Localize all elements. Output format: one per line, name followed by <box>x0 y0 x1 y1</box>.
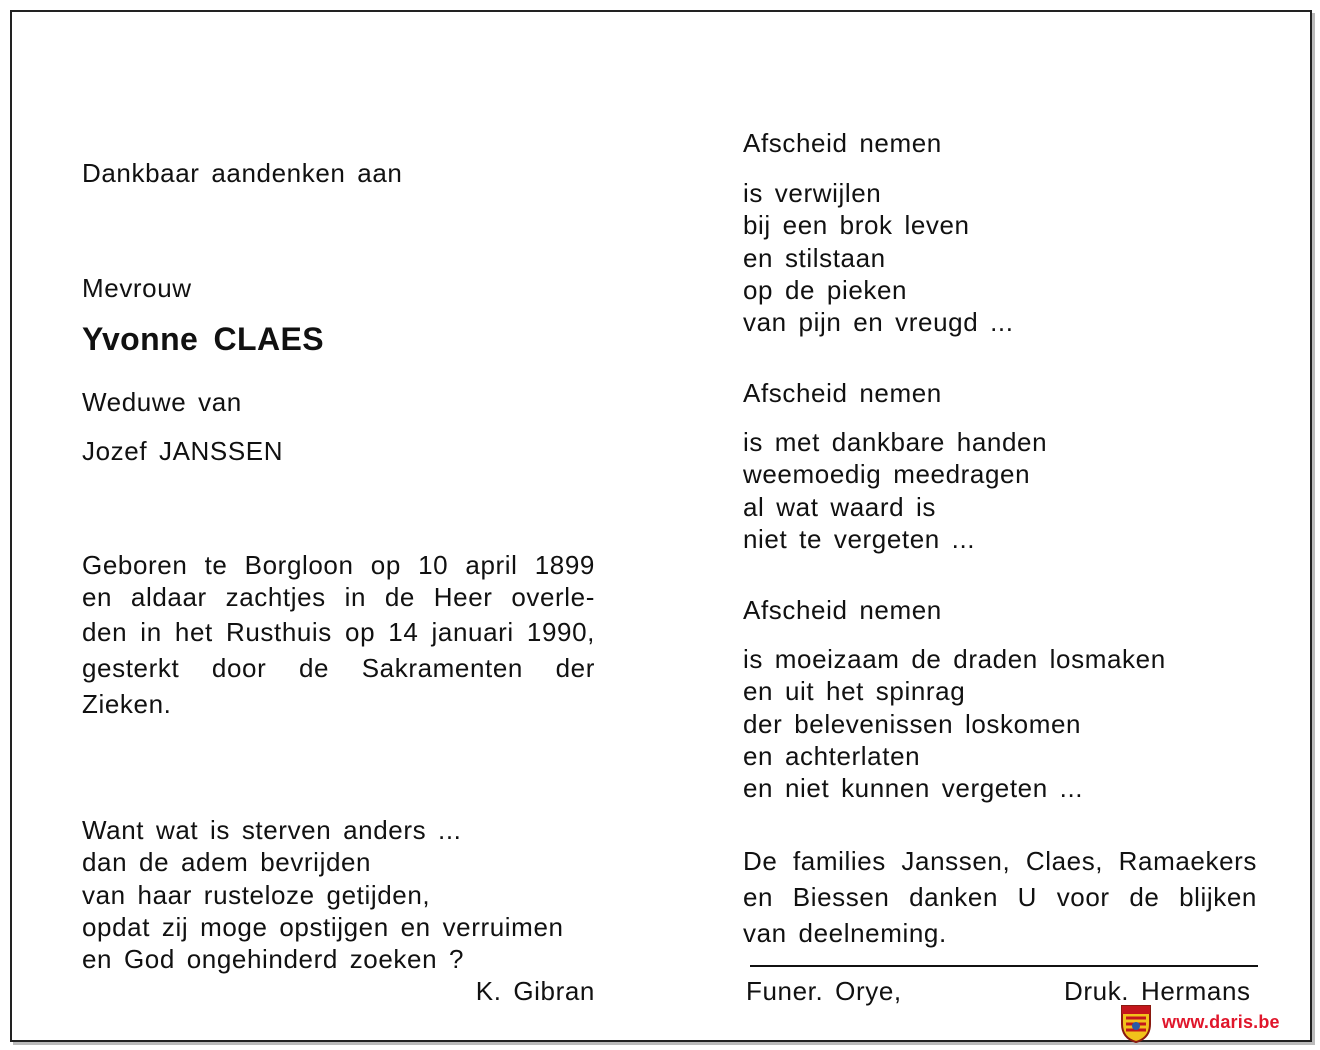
stanza-2 <box>743 426 1047 555</box>
poem-line: dan de adem bevrijden <box>82 847 372 878</box>
thanks-line: De families Janssen, Claes, Ramaekers <box>743 846 1257 876</box>
poem-line: en God ongehinderd zoeken ? <box>82 944 465 975</box>
stanza-line: der belevenissen loskomen <box>743 708 1082 739</box>
stanza-line: op de pieken <box>743 274 908 305</box>
bio-line: en aldaar zachtjes in de Heer overle- <box>82 582 595 613</box>
stanza-3 <box>743 643 1166 804</box>
stanza-line: is moeizaam de draden losmaken <box>743 644 1166 674</box>
stanza-heading: Afscheid nemen <box>743 595 942 625</box>
stanza-line: is verwijlen <box>743 178 882 208</box>
stanza-line: weemoedig meedragen <box>743 459 1031 490</box>
stanza-line: en achterlaten <box>743 740 921 771</box>
intro-text: Dankbaar aandenken aan <box>82 158 403 188</box>
stanza-line: al wat waard is <box>743 491 936 522</box>
stanza-line: en stilstaan <box>743 242 886 273</box>
printer-credit: Druk. Hermans <box>1064 976 1251 1006</box>
poem-line: Want wat is sterven anders ... <box>82 815 462 845</box>
salutation: Mevrouw <box>82 273 192 303</box>
divider-line <box>750 965 1258 967</box>
stanza-line: niet te vergeten ... <box>743 523 976 554</box>
poem-line: van haar rusteloze getijden, <box>82 879 431 910</box>
stanza-1 <box>743 177 1014 338</box>
family-thanks <box>743 843 1257 951</box>
thanks-line: van deelneming. <box>743 918 947 948</box>
stanza-line: is met dankbare handen <box>743 427 1048 457</box>
biography <box>82 549 595 722</box>
spouse-name: Jozef JANSSEN <box>82 436 284 466</box>
thanks-line: en Biessen danken U voor de blijken <box>743 882 1257 912</box>
poem-author: K. Gibran <box>475 976 595 1007</box>
bio-line: den in het Rusthuis op 14 januari 1990, <box>82 616 595 647</box>
stanza-line: van pijn en vreugd ... <box>743 307 1014 338</box>
bio-line: Geboren te Borgloon op 10 april 1899 <box>82 550 595 580</box>
bio-line: Zieken. <box>82 688 172 719</box>
watermark-link[interactable]: www.daris.be <box>1162 1012 1280 1032</box>
poem-line: opdat zij moge opstijgen en verruimen <box>82 911 564 942</box>
stanza-line: en niet kunnen vergeten ... <box>743 773 1084 804</box>
gibran-poem <box>82 814 595 1008</box>
widow-of-label: Weduwe van <box>82 387 242 417</box>
coat-of-arms-icon <box>1118 1002 1154 1044</box>
stanza-heading: Afscheid nemen <box>743 128 942 158</box>
bio-line: gesterkt door de Sakramenten der <box>82 652 595 683</box>
stanza-heading: Afscheid nemen <box>743 378 942 408</box>
stanza-line: bij een brok leven <box>743 210 970 241</box>
stanza-line: en uit het spinrag <box>743 676 966 707</box>
funeral-director: Funer. Orye, <box>746 976 902 1006</box>
deceased-name: Yvonne CLAES <box>82 321 324 357</box>
